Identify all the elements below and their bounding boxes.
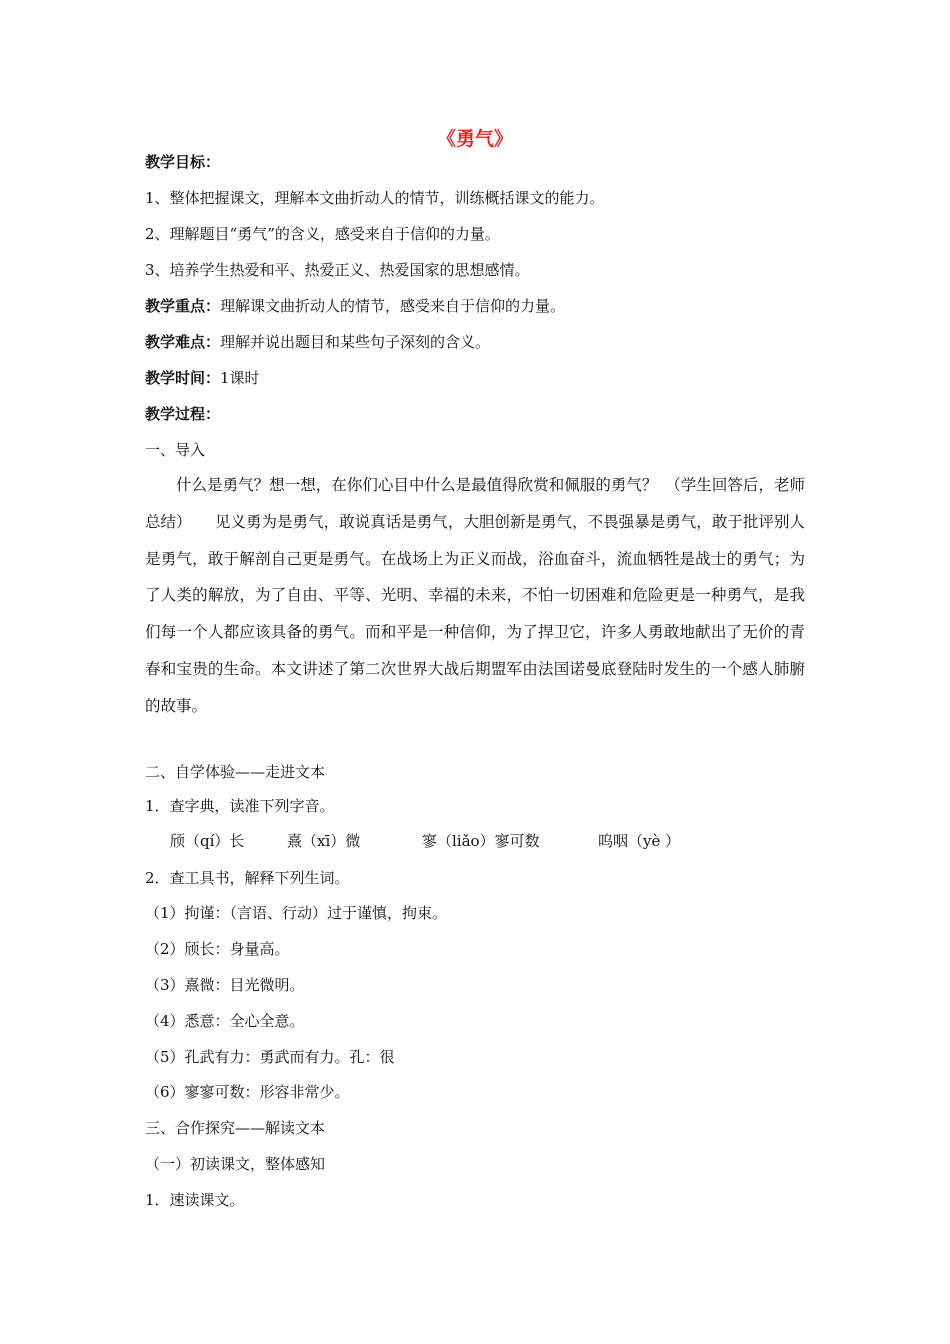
vocab-item: （1）拘谨：（言语、行动）过于谨慎，拘束。 [145,904,448,922]
step-item: 1．速读课文。 [145,1191,245,1209]
vocab-item: （6）寥寥可数：形容非常少。 [145,1083,350,1101]
pronunciation-item: 熹（xī）微 [287,832,361,850]
goals-heading: 教学目标： [145,153,221,171]
teaching-time [145,368,260,388]
document-title: 《勇气》 [436,128,513,150]
difficulty-text: 理解并说出题目和某些句子深刻的含义。 [220,333,491,351]
goal-item: 2、理解题目“勇气”的含义，感受来自于信仰的力量。 [145,225,500,243]
section-heading: 二、自学体验——走进文本 [145,763,326,781]
intro-paragraph: 什么是勇气？想一想，在你们心目中什么是最值得欣赏和佩服的勇气？ （学生回答后，老师总结） 见义勇为是勇气，敢说真话是勇气，大胆创新是勇气，不畏强暴是勇气，敢于批评别人是勇气，敢于解剖自己更是勇气。在战场上为正义而战，浴血奋斗，流血牺牲是战士的勇气；为了人类的解放，为了自由、平等、光明、幸福的未来，不怕一切困难和危险更是一种勇气，是我们每一个人都应该具备的勇气。而和平是一种信仰，为了捍卫它，许多人勇敢地献出了无价的青春和宝贵的生命。本文讲述了第二次世界大战后期盟军由法国诺曼底登陆时发生的一个感人肺腑的故事。 [145,476,805,715]
subsection-heading: （一）初读课文，整体感知 [145,1155,326,1173]
time-text: 1课时 [220,369,260,387]
pronunciation-item: 寥（liǎo）寥可数 [422,832,540,850]
task-item: 2．查工具书，解释下列生词。 [145,869,350,887]
section-heading: 一、导入 [145,441,206,459]
section-heading: 三、合作探究——解读文本 [145,1119,326,1137]
vocab-item: （2）颀长：身量高。 [145,940,290,958]
vocab-item: （4）悉意：全心全意。 [145,1012,305,1030]
vocab-item: （5）孔武有力：勇武而有力。孔：很 [145,1048,395,1066]
key-point [145,296,565,316]
time-label: 教学时间： [145,369,221,387]
goal-item: 3、培养学生热爱和平、热爱正义、热爱国家的思想感情。 [145,261,530,279]
key-point-text: 理解课文曲折动人的情节，感受来自于信仰的力量。 [220,297,566,315]
task-item: 1．查字典，读准下列字音。 [145,797,335,815]
vocab-item: （3）熹微：目光微明。 [145,976,305,994]
difficulty-point [145,332,490,352]
process-heading: 教学过程： [145,405,221,423]
difficulty-label: 教学难点： [145,333,221,351]
pronunciation-item: 呜咽（yè ） [598,832,681,850]
key-point-label: 教学重点： [145,297,221,315]
pronunciation-item: 颀（qí）长 [170,832,245,850]
goal-item: 1、整体把握课文，理解本文曲折动人的情节，训练概括课文的能力。 [145,189,605,207]
